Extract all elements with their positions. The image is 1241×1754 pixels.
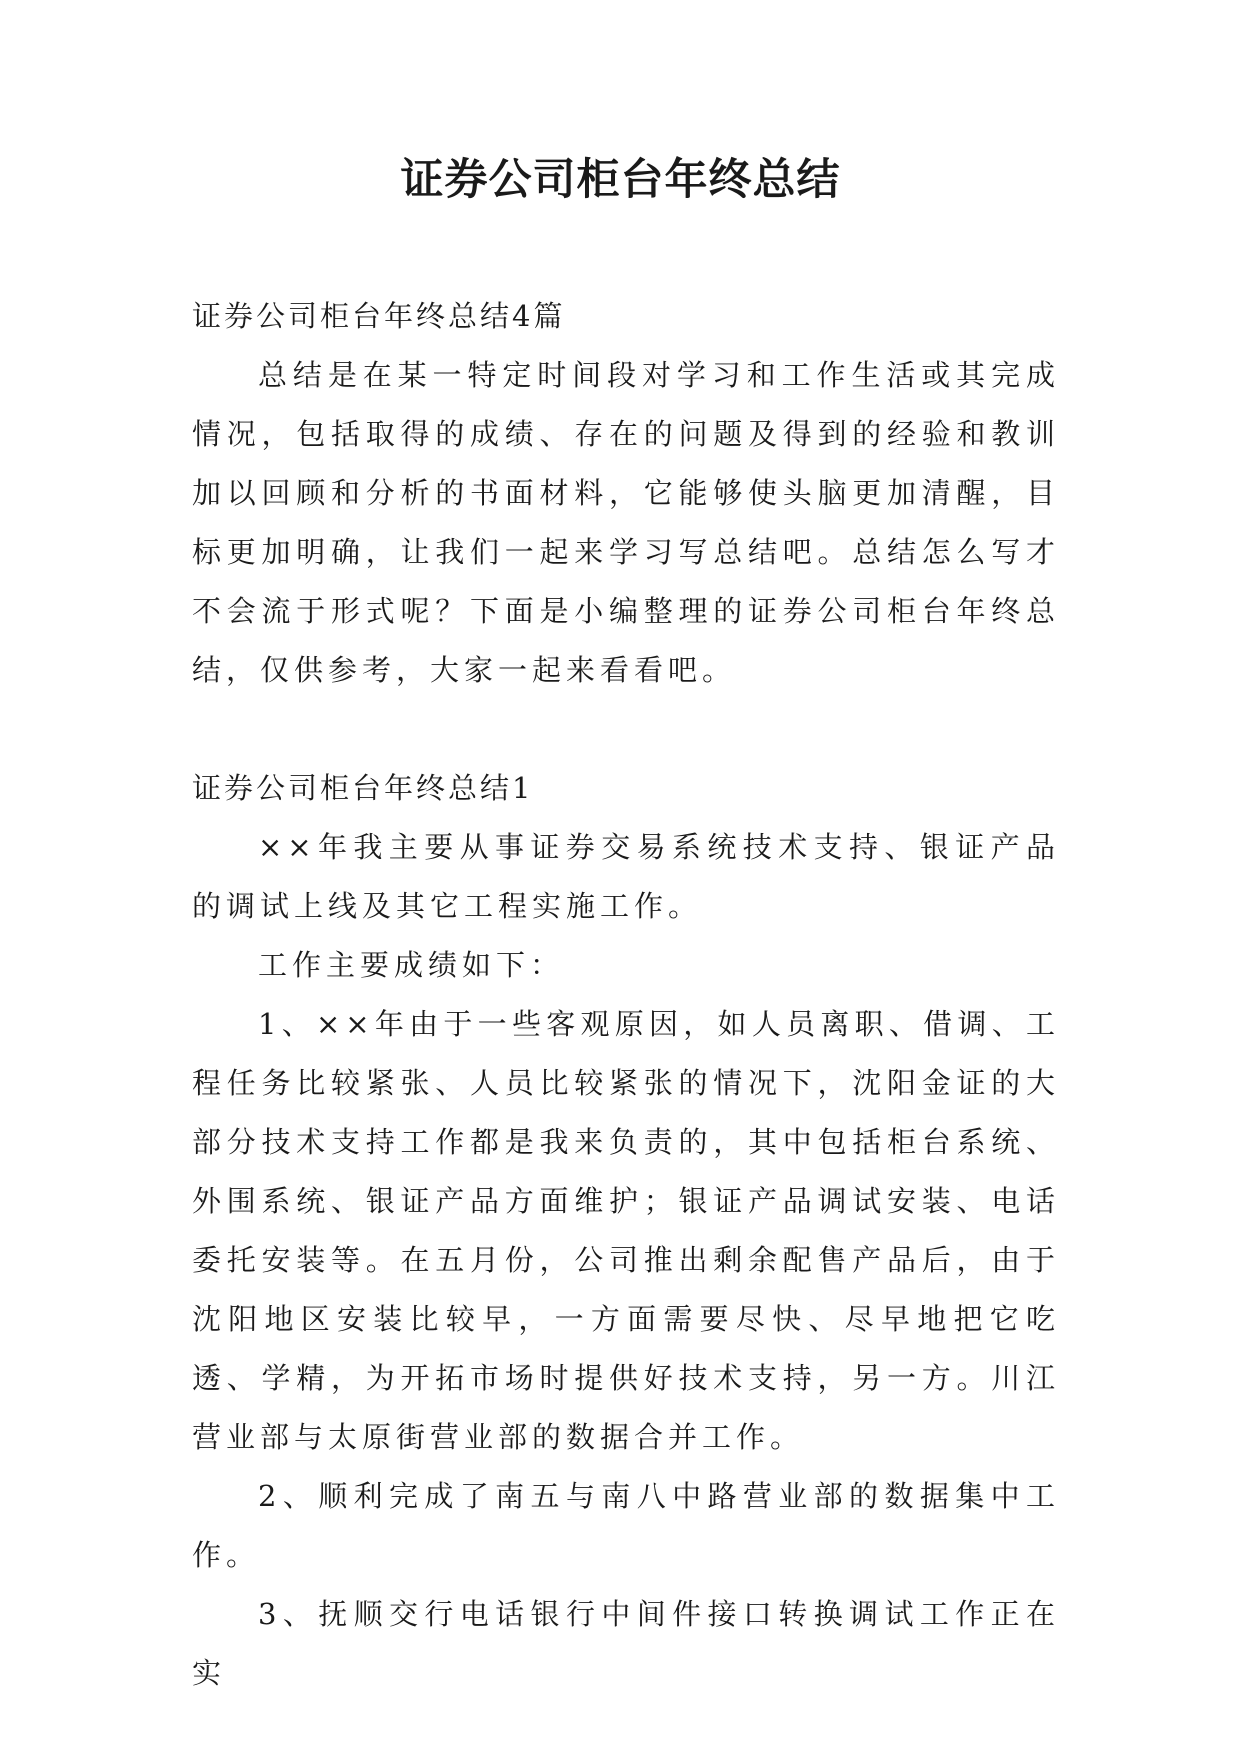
document-body <box>192 287 1060 1703</box>
paragraph-gap <box>192 700 1060 759</box>
list-item: 1、××年由于一些客观原因，如人员离职、借调、工程任务比较紧张、人员比较紧张的情况下，沈阳金证的大部分技术支持工作都是我来负责的，其中包括柜台系统、外围系统、银证产品方面维护；银证产品调试安装、电话委托安装等。在五月份，公司推出剩余配售产品后，由于沈阳地区安装比较早，一方面需要尽快、尽早地把它吃透、学精，为开拓市场时提供好技术支持，另一方。川江营业部与太原街营业部的数据合并工作。 <box>192 1007 1060 1454</box>
list-item: 3、抚顺交行电话银行中间件接口转换调试工作正在实 <box>192 1597 1060 1690</box>
intro-paragraph: 总结是在某一特定时间段对学习和工作生活或其完成情况，包括取得的成绩、存在的问题及得到的经验和教训加以回顾和分析的书面材料，它能够使头脑更加清醒，目标更加明确，让我们一起来学习写总结吧。总结怎么写才不会流于形式呢？下面是小编整理的证券公司柜台年终总结，仅供参考，大家一起来看看吧。 <box>192 358 1060 687</box>
section-paragraph: 工作主要成绩如下： <box>258 948 565 982</box>
section-paragraph: ××年我主要从事证券交易系统技术支持、银证产品的调试上线及其它工程实施工作。 <box>192 830 1060 923</box>
section-heading: 证券公司柜台年终总结1 <box>192 771 534 805</box>
list-item: 2、顺利完成了南五与南八中路营业部的数据集中工作。 <box>192 1479 1060 1572</box>
document-title: 证券公司柜台年终总结 <box>400 155 841 205</box>
document-subtitle: 证券公司柜台年终总结4篇 <box>192 299 566 333</box>
